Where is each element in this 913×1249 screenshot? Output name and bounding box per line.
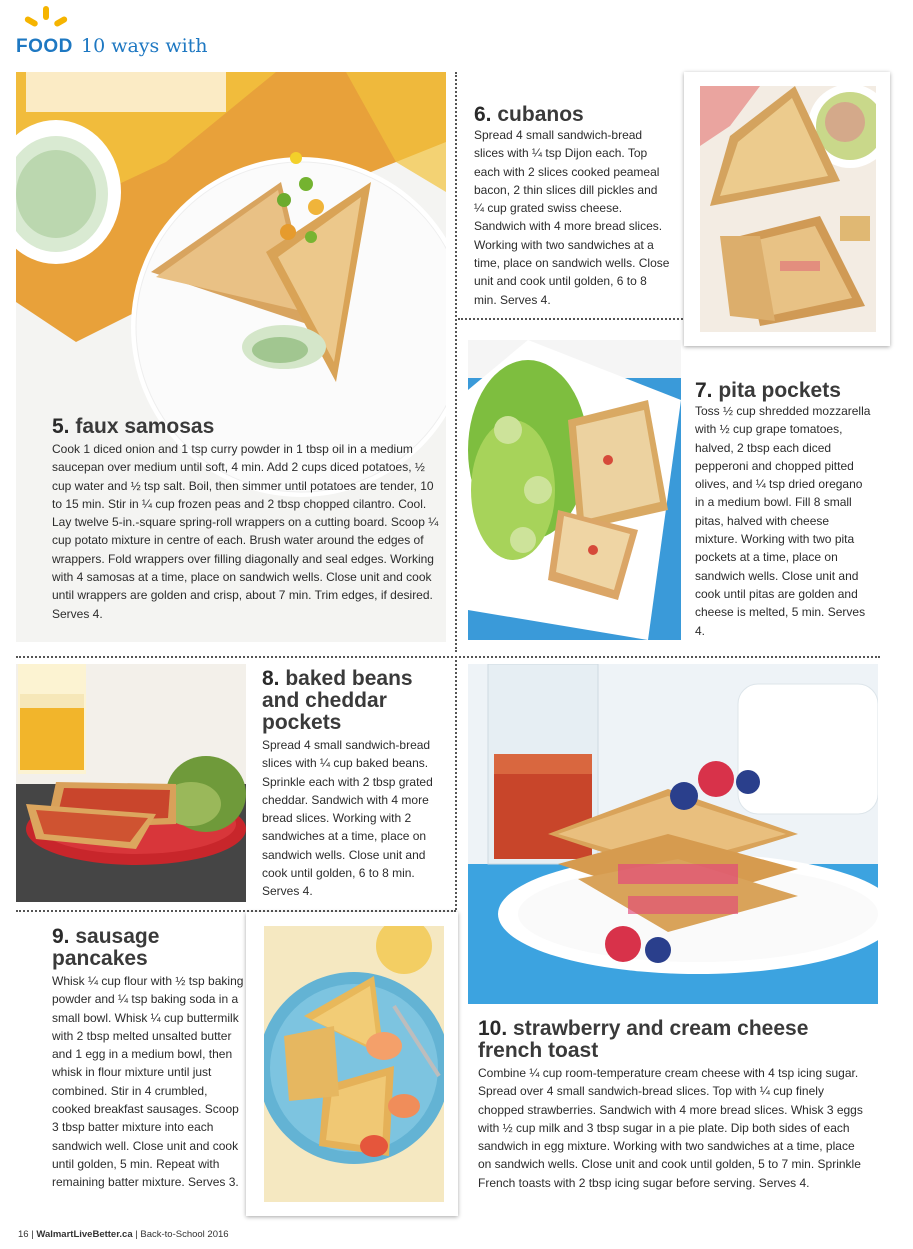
footer-separator: | [135, 1229, 138, 1240]
recipe-instructions: Cook 1 diced onion and 1 tsp curry powder in 1 tbsp oil in a medium saucepan over medium until soft, 4 min. Add 2 cups diced potatoes, ½ cup water and ½ tsp salt. Boil, then simmer until potatoes are tender, 10 to 15 min. Stir in ¼ cup frozen peas and 2 tbsp chopped cilantro. Cool. Lay twelve 5-in.-square spring-roll wrappers on a cutting board. Scoop ¼ cup potato mixture in centre of each. Brush water around the edges of wrappers. Fold wrappers over filling diagonally and seal edges. Working with 4 samosas at a time, place on sandwich wells. Close unit and cook until wrappers are golden and crisp, about 7 min. Trim edges, if desired. Serves 4. [52, 442, 439, 621]
recipe-number: 5. [52, 415, 70, 438]
recipe-title [695, 380, 875, 402]
recipe-instructions: Toss ½ cup shredded mozzarella with ½ cup grape tomatoes, halved, 2 tbsp each diced pepperoni and chopped pitted olives, and ¼ tsp dried oregano in a medium bowl. Fill 8 small pitas, halved with cheese mixture. Working with two pita pockets at a time, place on sandwich wells. Close unit and cook until pitas are golden and cheese is melted, 5 min. Serves 4. [695, 404, 871, 638]
photo-baked-beans [16, 664, 246, 902]
recipe-title [474, 104, 670, 126]
recipe-6 [474, 104, 670, 309]
recipe-number: 9. [52, 925, 70, 948]
recipe-title [262, 668, 442, 734]
page-footer [18, 1229, 229, 1240]
photo-pita-pockets [468, 340, 681, 640]
recipe-title [478, 1018, 868, 1062]
footer-site: WalmartLiveBetter.ca [36, 1229, 133, 1240]
footer-separator: | [31, 1229, 34, 1240]
recipe-name: pita pockets [718, 379, 841, 402]
divider-top-right [458, 318, 683, 320]
recipe-10 [478, 1018, 868, 1192]
recipe-title [52, 416, 442, 438]
recipe-instructions: Spread 4 small sandwich-bread slices with ¼ cup baked beans. Sprinkle each with 2 tbsp grated cheddar. Sandwich with 4 more bread slices. Working with 2 sandwiches at a time, place on sandwich wells. Close unit and cook until golden, 6 to 8 min. Serves 4. [262, 738, 433, 899]
recipe-instructions: Combine ¼ cup room-temperature cream cheese with 4 tsp icing sugar. Spread over 4 small sandwich-bread slices. Top with ¼ cup finely chopped strawberries. Sandwich with 4 more bread slices. Whisk 3 eggs with ½ cup milk and 3 tbsp sugar in a pie plate. Dip both sides of each sandwich in egg mixture. Working with two sandwiches at a time, place on sandwich wells. Close unit and cook until golden, 5 to 7 min. Sprinkle French toasts with 2 tbsp icing sugar before serving. Serves 4. [478, 1066, 863, 1190]
photo-frame-cubanos [684, 72, 890, 346]
divider-vertical-mid [455, 660, 457, 910]
recipe-9 [52, 926, 244, 1192]
recipe-instructions: Whisk ¼ cup flour with ½ tsp baking powder and ¼ tsp baking soda in a small bowl. Whisk ¼ cup buttermilk with 2 tbsp melted unsalted butter and 1 egg in a medium bowl, then whisk in flour mixture until just combined. Stir in 4 crumbled, cooked breakfast sausages. Scoop 3 tbsp batter mixture into each sandwich well. Close unit and cook until golden, 5 min. Repeat with remaining batter mixture. Serves 3. [52, 974, 244, 1190]
photo-cubanos [700, 86, 876, 332]
photo-sausage-pancakes [264, 926, 444, 1202]
recipe-instructions: Spread 4 small sandwich-bread slices with ¼ tsp Dijon each. Top each with 2 slices cooked peameal bacon, 2 thin slices dill pickles and ¼ cup grated swiss cheese. Sandwich with 4 more bread slices. Working with two sandwiches at a time, place on sandwich wells. Close unit and cook until golden, 6 to 8 min. Serves 4. [474, 128, 670, 307]
recipe-number: 10. [478, 1017, 508, 1040]
recipe-name: strawberry and cream cheese french toast [478, 1017, 809, 1062]
recipe-8 [262, 668, 442, 901]
section-label: FOOD [16, 36, 73, 57]
footer-issue: Back-to-School 2016 [140, 1229, 229, 1240]
recipe-name: baked beans and cheddar pockets [262, 667, 413, 734]
divider-middle [16, 656, 880, 658]
photo-frame-sausage-pancakes [246, 912, 458, 1216]
walmart-spark-icon [16, 6, 76, 36]
page-title: 10 ways with [81, 35, 208, 57]
recipe-name: sausage pancakes [52, 925, 160, 970]
photo-french-toast [468, 664, 878, 1004]
divider-vertical-top [455, 72, 457, 652]
recipe-7 [695, 380, 875, 640]
recipe-number: 6. [474, 103, 492, 126]
recipe-number: 8. [262, 667, 280, 690]
recipe-5 [52, 416, 442, 623]
recipe-name: cubanos [497, 103, 584, 126]
recipe-name: faux samosas [75, 415, 215, 438]
recipe-number: 7. [695, 379, 713, 402]
recipe-title [52, 926, 244, 970]
page-number: 16 [18, 1229, 29, 1240]
